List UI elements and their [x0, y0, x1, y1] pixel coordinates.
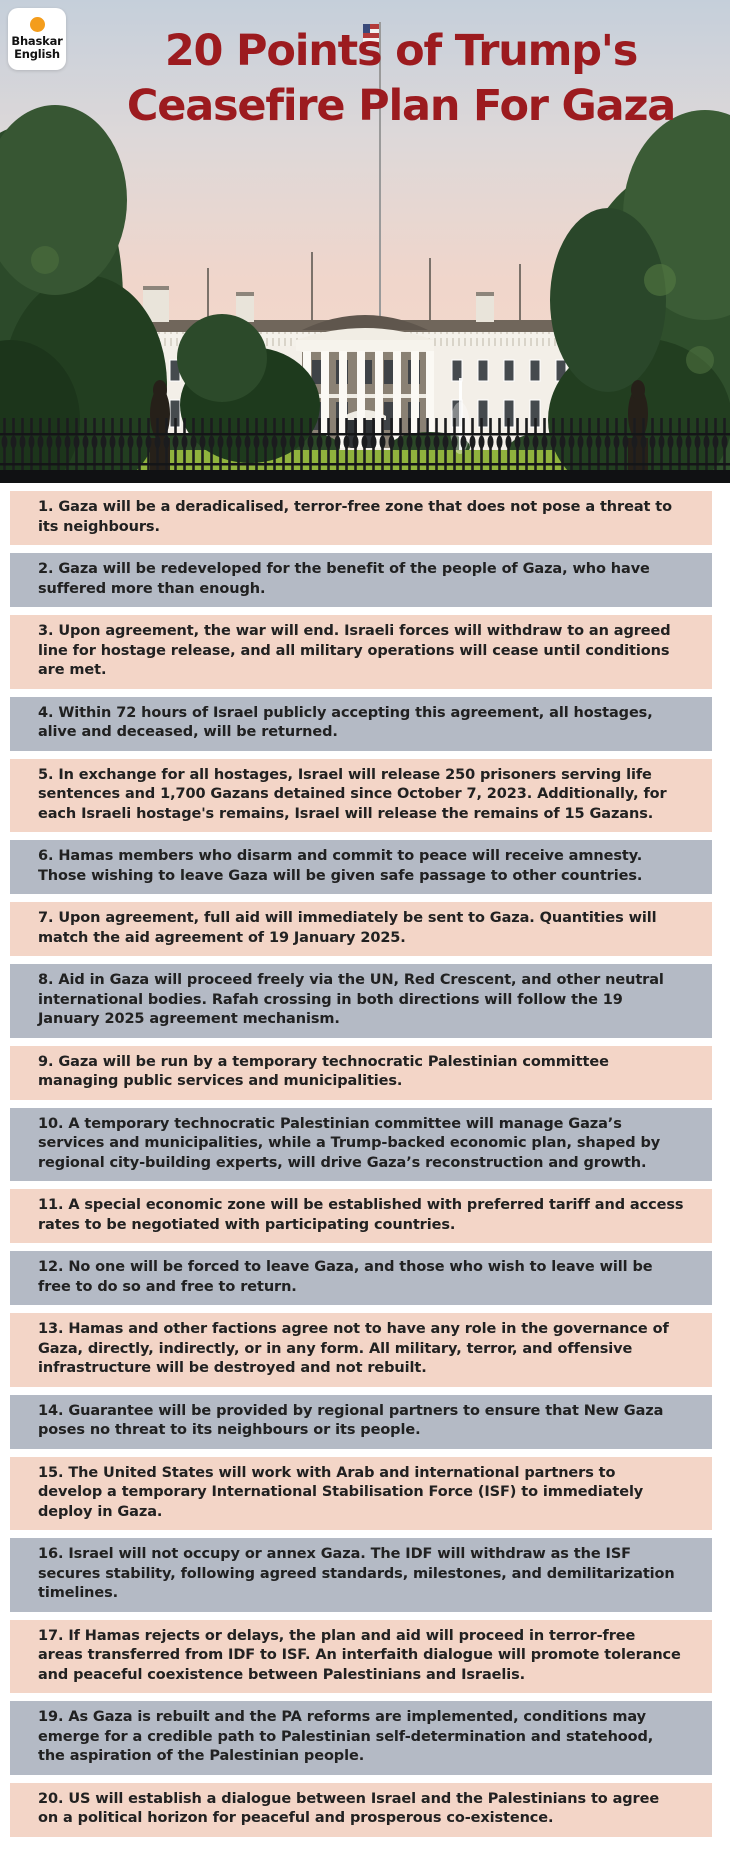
plan-point-3: 3. Upon agreement, the war will end. Israeli forces will withdraw to an agreed line for hostage release, and all military operations will cease until conditions are met.	[10, 615, 712, 689]
plan-point-12: 12. No one will be forced to leave Gaza, and those who wish to leave will be free to do so and free to return.	[10, 1251, 712, 1305]
page-title-line2: Ceasefire Plan For Gaza	[126, 81, 676, 131]
plan-point-14: 14. Guarantee will be provided by regional partners to ensure that New Gaza poses no threat to its neighbours or its people.	[10, 1395, 712, 1449]
plan-point-16: 16. Israel will not occupy or annex Gaza. The IDF will withdraw as the ISF secures stability, following agreed standards, milestones, and demilitarization timelines.	[10, 1538, 712, 1612]
logo-text-line1: Bhaskar	[11, 33, 63, 48]
plan-point-11: 11. A special economic zone will be established with preferred tariff and access rates to be negotiated with participating countries.	[10, 1189, 712, 1243]
plan-point-4: 4. Within 72 hours of Israel publicly accepting this agreement, all hostages, alive and deceased, will be returned.	[10, 697, 712, 751]
plan-point-10: 10. A temporary technocratic Palestinian committee will manage Gaza’s services and municipalities, while a Trump-backed economic plan, shaped by regional city-building experts, will drive Gaza’s reconstruction and growth.	[10, 1108, 712, 1182]
plan-point-9: 9. Gaza will be run by a temporary technocratic Palestinian committee managing public services and municipalities.	[10, 1046, 712, 1100]
plan-point-19: 19. As Gaza is rebuilt and the PA reforms are implemented, conditions may emerge for a credible path to Palestinian self-determination and statehood, the aspiration of the Palestinian people.	[10, 1701, 712, 1775]
plan-point-13: 13. Hamas and other factions agree not to have any role in the governance of Gaza, directly, indirectly, or in any form. All military, terror, and offensive infrastructure will be destroyed and not rebuilt.	[10, 1313, 712, 1387]
logo-sun-icon	[30, 17, 45, 32]
plan-point-7: 7. Upon agreement, full aid will immediately be sent to Gaza. Quantities will match the aid agreement of 19 January 2025.	[10, 902, 712, 956]
plan-point-20: 20. US will establish a dialogue between Israel and the Palestinians to agree on a political horizon for peaceful and prosperous co-existence.	[10, 1783, 712, 1837]
bhaskar-english-logo	[8, 8, 66, 70]
plan-point-2: 2. Gaza will be redeveloped for the benefit of the people of Gaza, who have suffered more than enough.	[10, 553, 712, 607]
plan-points-list	[0, 483, 730, 1856]
hero-section	[0, 0, 730, 483]
plan-point-5: 5. In exchange for all hostages, Israel will release 250 prisoners serving life sentences and 1,700 Gazans detained since October 7, 2023. Additionally, for each Israeli hostage's remains, Israel will release the remains of 15 Gazans.	[10, 759, 712, 833]
plan-point-17: 17. If Hamas rejects or delays, the plan and aid will proceed in terror-free areas transferred from IDF to ISF. An interfaith dialogue will promote tolerance and peaceful coexistence between Palestinians and Israelis.	[10, 1620, 712, 1694]
plan-point-1: 1. Gaza will be a deradicalised, terror-free zone that does not pose a threat to its neighbours.	[10, 491, 712, 545]
plan-point-6: 6. Hamas members who disarm and commit to peace will receive amnesty. Those wishing to leave Gaza will be given safe passage to other countries.	[10, 840, 712, 894]
logo-text-line2: English	[14, 47, 60, 61]
page-title	[76, 24, 726, 134]
plan-point-15: 15. The United States will work with Arab and international partners to develop a temporary International Stabilisation Force (ISF) to immediately deploy in Gaza.	[10, 1457, 712, 1531]
plan-point-8: 8. Aid in Gaza will proceed freely via the UN, Red Crescent, and other neutral international bodies. Rafah crossing in both directions will follow the 19 January 2025 agreement mechanism.	[10, 964, 712, 1038]
page-title-line1: 20 Points of Trump's	[164, 26, 638, 76]
